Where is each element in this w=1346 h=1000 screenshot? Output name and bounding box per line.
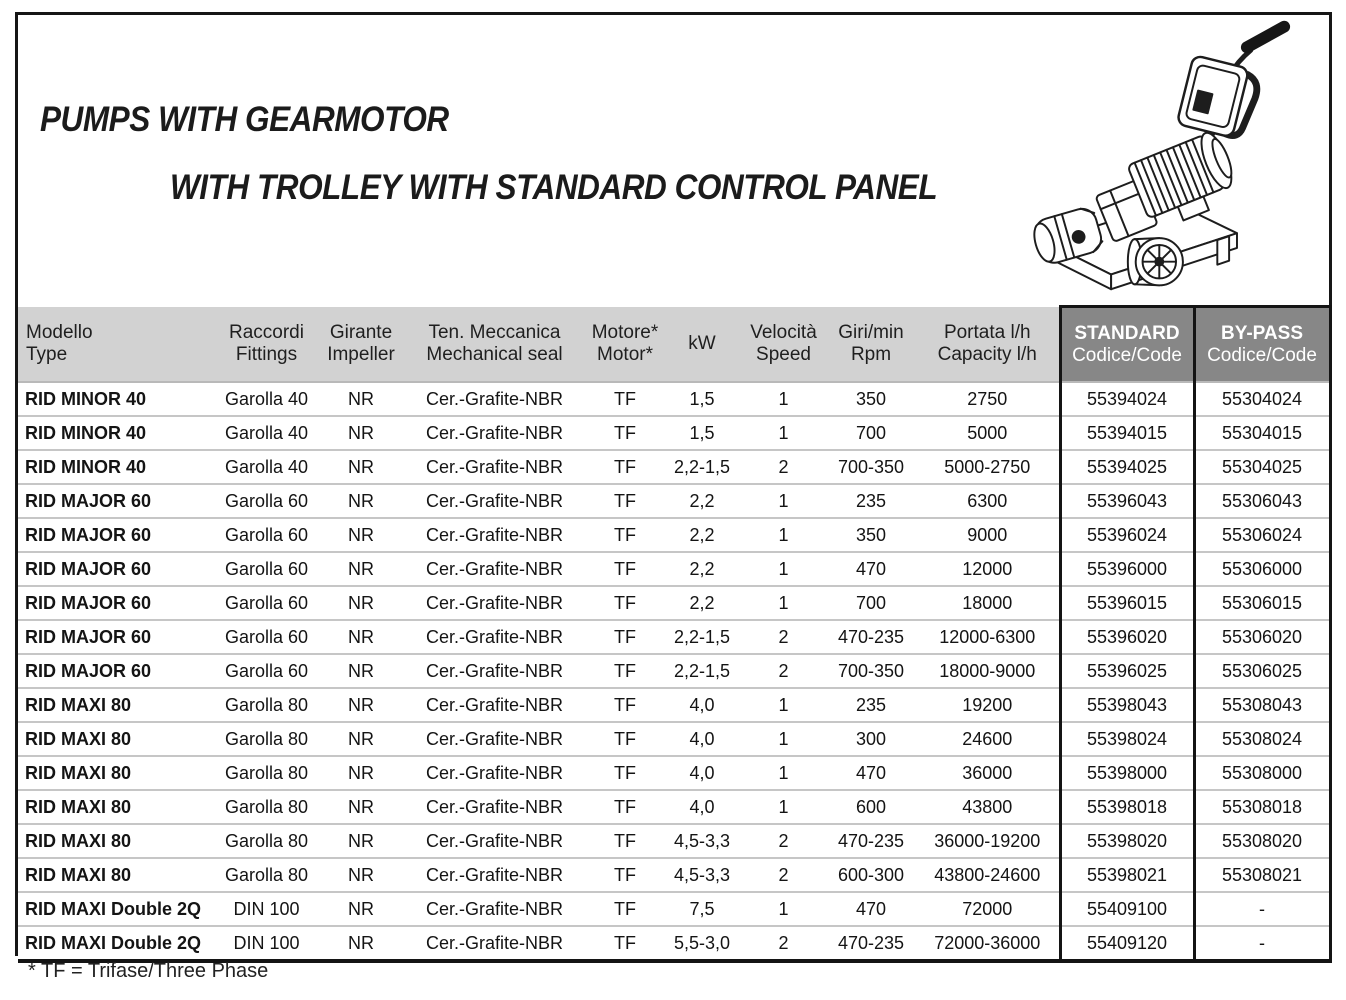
fittings-cell: Garolla 60 [224, 490, 309, 511]
standard-cell: 55396024 [1060, 518, 1194, 552]
kw-cell: 4,0 [689, 796, 715, 817]
motor-cell: TF [614, 490, 636, 511]
model-cell: RID MAXI Double 2Q [25, 932, 202, 953]
standard-cell: 55394025 [1060, 450, 1194, 484]
bypass-cell: 55306020 [1194, 620, 1330, 654]
fittings-cell: Garolla 80 [224, 830, 309, 851]
kw-cell: 2,2 [689, 558, 715, 579]
control-panel [1177, 55, 1262, 141]
kw-cell: 5,5-3,0 [673, 932, 731, 953]
capacity-cell: 2750 [967, 388, 1008, 409]
standard-cell: 55396043 [1060, 484, 1194, 518]
column-header-fittings: Raccordi Fittings [213, 307, 320, 383]
fittings-cell: DIN 100 [233, 898, 300, 919]
capacity-cell: 19200 [962, 694, 1013, 715]
column-header-impeller: Girante Impeller [320, 307, 402, 383]
standard-cell: 55394015 [1060, 416, 1194, 450]
speed-cell: 1 [778, 524, 789, 545]
impeller-cell: NR [348, 422, 374, 443]
speed-cell: 2 [778, 456, 789, 477]
impeller-cell: NR [348, 728, 374, 749]
seal-cell: Cer.-Grafite-NBR [425, 660, 564, 681]
table-row [18, 926, 1330, 961]
kw-cell: 2,2 [689, 490, 715, 511]
standard-cell: 55409100 [1060, 892, 1194, 926]
fittings-cell: Garolla 80 [224, 864, 309, 885]
speed-cell: 1 [778, 762, 789, 783]
fittings-cell: Garolla 60 [224, 592, 309, 613]
speed-cell: 2 [778, 626, 789, 647]
table-row [18, 518, 1330, 552]
seal-cell: Cer.-Grafite-NBR [425, 456, 564, 477]
motor-cell: TF [614, 694, 636, 715]
fittings-cell: Garolla 80 [224, 728, 309, 749]
fittings-cell: Garolla 60 [224, 660, 309, 681]
standard-cell: 55396015 [1060, 586, 1194, 620]
seal-cell: Cer.-Grafite-NBR [425, 490, 564, 511]
table-row [18, 790, 1330, 824]
rpm-cell: 700-350 [837, 660, 905, 681]
speed-cell: 1 [778, 694, 789, 715]
rpm-cell: 470-235 [837, 626, 905, 647]
bypass-cell: 55308021 [1194, 858, 1330, 892]
motor-cell: TF [614, 796, 636, 817]
capacity-cell: 43800 [962, 796, 1013, 817]
rpm-cell: 350 [855, 524, 887, 545]
bypass-cell: 55306015 [1194, 586, 1330, 620]
table-row [18, 722, 1330, 756]
kw-cell: 4,5-3,3 [673, 830, 731, 851]
speed-cell: 1 [778, 728, 789, 749]
bypass-cell: 55306024 [1194, 518, 1330, 552]
impeller-cell: NR [348, 864, 374, 885]
rpm-cell: 470-235 [837, 932, 905, 953]
impeller-cell: NR [348, 830, 374, 851]
speed-cell: 1 [778, 388, 789, 409]
kw-cell: 4,0 [689, 694, 715, 715]
seal-cell: Cer.-Grafite-NBR [425, 388, 564, 409]
speed-cell: 2 [778, 830, 789, 851]
table-row [18, 484, 1330, 518]
motor-cell: TF [614, 762, 636, 783]
capacity-cell: 24600 [962, 728, 1013, 749]
kw-cell: 4,5-3,3 [673, 864, 731, 885]
column-header-bypass: BY-PASS Codice/Code [1194, 307, 1330, 383]
column-header-rpm: Giri/min Rpm [826, 307, 916, 383]
impeller-cell: NR [348, 660, 374, 681]
seal-cell: Cer.-Grafite-NBR [425, 796, 564, 817]
standard-cell: 55398018 [1060, 790, 1194, 824]
capacity-cell: 9000 [967, 524, 1008, 545]
kw-cell: 2,2 [689, 524, 715, 545]
table-row [18, 620, 1330, 654]
kw-cell: 4,0 [689, 762, 715, 783]
bypass-cell: - [1194, 892, 1330, 926]
standard-cell: 55398021 [1060, 858, 1194, 892]
bypass-cell: 55308018 [1194, 790, 1330, 824]
rpm-cell: 600-300 [837, 864, 905, 885]
standard-cell: 55396020 [1060, 620, 1194, 654]
fittings-cell: Garolla 60 [224, 524, 309, 545]
bypass-cell: - [1194, 926, 1330, 961]
impeller-cell: NR [348, 626, 374, 647]
capacity-cell: 12000-6300 [939, 626, 1036, 647]
impeller-cell: NR [348, 592, 374, 613]
motor-cell: TF [614, 864, 636, 885]
standard-cell: 55409120 [1060, 926, 1194, 961]
standard-cell: 55398024 [1060, 722, 1194, 756]
rpm-cell: 600 [855, 796, 887, 817]
rpm-cell: 350 [855, 388, 887, 409]
speed-cell: 2 [778, 660, 789, 681]
model-cell: RID MINOR 40 [25, 456, 147, 477]
model-cell: RID MAXI 80 [25, 864, 132, 885]
standard-cell: 55398020 [1060, 824, 1194, 858]
impeller-cell: NR [348, 796, 374, 817]
table-header [18, 307, 1330, 383]
column-header-standard: STANDARD Codice/Code [1060, 307, 1194, 383]
motor-cell: TF [614, 456, 636, 477]
bypass-cell: 55306043 [1194, 484, 1330, 518]
fittings-cell: Garolla 60 [224, 626, 309, 647]
speed-cell: 1 [778, 796, 789, 817]
fittings-cell: Garolla 60 [224, 558, 309, 579]
table-row [18, 450, 1330, 484]
standard-cell: 55398043 [1060, 688, 1194, 722]
impeller-cell: NR [348, 524, 374, 545]
kw-cell: 2,2-1,5 [673, 456, 731, 477]
speed-cell: 1 [778, 898, 789, 919]
bypass-cell: 55308000 [1194, 756, 1330, 790]
motor-cell: TF [614, 422, 636, 443]
speed-cell: 1 [778, 592, 789, 613]
kw-cell: 2,2 [689, 592, 715, 613]
model-cell: RID MAJOR 60 [25, 558, 152, 579]
kw-cell: 7,5 [689, 898, 715, 919]
motor-cell: TF [614, 524, 636, 545]
seal-cell: Cer.-Grafite-NBR [425, 626, 564, 647]
table-row [18, 824, 1330, 858]
seal-cell: Cer.-Grafite-NBR [425, 728, 564, 749]
bypass-cell: 55308020 [1194, 824, 1330, 858]
rpm-cell: 700 [855, 422, 887, 443]
fittings-cell: Garolla 80 [224, 762, 309, 783]
standard-cell: 55398000 [1060, 756, 1194, 790]
standard-cell: 55396000 [1060, 552, 1194, 586]
impeller-cell: NR [348, 558, 374, 579]
rpm-cell: 700-350 [837, 456, 905, 477]
seal-cell: Cer.-Grafite-NBR [425, 422, 564, 443]
seal-cell: Cer.-Grafite-NBR [425, 524, 564, 545]
model-cell: RID MAXI 80 [25, 796, 132, 817]
rpm-cell: 235 [855, 490, 887, 511]
kw-cell: 1,5 [689, 422, 715, 443]
fittings-cell: Garolla 40 [224, 456, 309, 477]
seal-cell: Cer.-Grafite-NBR [425, 592, 564, 613]
model-cell: RID MAXI 80 [25, 728, 132, 749]
table-row [18, 688, 1330, 722]
capacity-cell: 36000-19200 [934, 830, 1041, 851]
wheel [1128, 238, 1183, 285]
table-row [18, 382, 1330, 416]
motor-cell: TF [614, 830, 636, 851]
model-cell: RID MAJOR 60 [25, 660, 152, 681]
table-row [18, 858, 1330, 892]
model-cell: RID MAXI 80 [25, 830, 132, 851]
bypass-cell: 55304024 [1194, 382, 1330, 416]
seal-cell: Cer.-Grafite-NBR [425, 898, 564, 919]
bypass-cell: 55308024 [1194, 722, 1330, 756]
column-header-speed: Velocità Speed [741, 307, 826, 383]
seal-cell: Cer.-Grafite-NBR [425, 762, 564, 783]
kw-cell: 4,0 [689, 728, 715, 749]
speed-cell: 1 [778, 490, 789, 511]
capacity-cell: 12000 [962, 558, 1013, 579]
seal-cell: Cer.-Grafite-NBR [425, 864, 564, 885]
motor-cell: TF [614, 558, 636, 579]
footnote: * TF = Trifase/Three Phase [28, 960, 269, 982]
capacity-cell: 43800-24600 [934, 864, 1041, 885]
rpm-cell: 470 [855, 558, 887, 579]
capacity-cell: 72000 [962, 898, 1013, 919]
speed-cell: 2 [778, 932, 789, 953]
motor-cell: TF [614, 626, 636, 647]
motor-cell: TF [614, 932, 636, 953]
column-header-model: Modello Type [18, 307, 213, 383]
speed-cell: 2 [778, 864, 789, 885]
table-row [18, 552, 1330, 586]
standard-cell: 55394024 [1060, 382, 1194, 416]
speed-cell: 1 [778, 558, 789, 579]
rpm-cell: 235 [855, 694, 887, 715]
table-row [18, 416, 1330, 450]
bypass-cell: 55306000 [1194, 552, 1330, 586]
capacity-cell: 6300 [967, 490, 1008, 511]
table-body [18, 382, 1330, 961]
bypass-cell: 55304025 [1194, 450, 1330, 484]
motor-cell: TF [614, 592, 636, 613]
kw-cell: 2,2-1,5 [673, 660, 731, 681]
capacity-cell: 5000-2750 [944, 456, 1031, 477]
table-row [18, 892, 1330, 926]
rpm-cell: 470 [855, 898, 887, 919]
motor-cell: TF [614, 388, 636, 409]
seal-cell: Cer.-Grafite-NBR [425, 694, 564, 715]
table-row [18, 756, 1330, 790]
fittings-cell: Garolla 80 [224, 796, 309, 817]
model-cell: RID MAJOR 60 [25, 626, 152, 647]
model-cell: RID MAXI Double 2Q [25, 898, 202, 919]
impeller-cell: NR [348, 490, 374, 511]
model-cell: RID MAJOR 60 [25, 490, 152, 511]
kw-cell: 1,5 [689, 388, 715, 409]
model-cell: RID MAJOR 60 [25, 592, 152, 613]
table-row [18, 586, 1330, 620]
kw-cell: 2,2-1,5 [673, 626, 731, 647]
rpm-cell: 300 [855, 728, 887, 749]
model-cell: RID MAXI 80 [25, 762, 132, 783]
motor-cell: TF [614, 728, 636, 749]
capacity-cell: 5000 [967, 422, 1008, 443]
pump-trolley-illustration [1022, 8, 1332, 303]
model-cell: RID MAJOR 60 [25, 524, 152, 545]
impeller-cell: NR [348, 932, 374, 953]
page-title: PUMPS WITH GEARMOTOR [40, 100, 449, 139]
speed-cell: 1 [778, 422, 789, 443]
impeller-cell: NR [348, 898, 374, 919]
capacity-cell: 72000-36000 [934, 932, 1041, 953]
seal-cell: Cer.-Grafite-NBR [425, 558, 564, 579]
bypass-cell: 55308043 [1194, 688, 1330, 722]
impeller-cell: NR [348, 388, 374, 409]
column-header-capacity: Portata l/h Capacity l/h [916, 307, 1060, 383]
impeller-cell: NR [348, 762, 374, 783]
fittings-cell: Garolla 40 [224, 422, 309, 443]
column-header-kw: kW [663, 307, 741, 383]
seal-cell: Cer.-Grafite-NBR [425, 830, 564, 851]
pump-spec-table [18, 305, 1332, 963]
fittings-cell: Garolla 40 [224, 388, 309, 409]
page-subtitle: WITH TROLLEY WITH STANDARD CONTROL PANEL [170, 168, 938, 207]
capacity-cell: 18000 [962, 592, 1013, 613]
model-cell: RID MINOR 40 [25, 388, 147, 409]
bypass-cell: 55304015 [1194, 416, 1330, 450]
rpm-cell: 470-235 [837, 830, 905, 851]
motor-cell: TF [614, 660, 636, 681]
bypass-cell: 55306025 [1194, 654, 1330, 688]
table-row [18, 654, 1330, 688]
table-header-row [18, 307, 1330, 383]
model-cell: RID MAXI 80 [25, 694, 132, 715]
standard-cell: 55396025 [1060, 654, 1194, 688]
fittings-cell: Garolla 80 [224, 694, 309, 715]
model-cell: RID MINOR 40 [25, 422, 147, 443]
motor-cell: TF [614, 898, 636, 919]
impeller-cell: NR [348, 694, 374, 715]
rpm-cell: 700 [855, 592, 887, 613]
capacity-cell: 36000 [962, 762, 1013, 783]
impeller-cell: NR [348, 456, 374, 477]
seal-cell: Cer.-Grafite-NBR [425, 932, 564, 953]
capacity-cell: 18000-9000 [939, 660, 1036, 681]
column-header-motor: Motore* Motor* [587, 307, 663, 383]
fittings-cell: DIN 100 [233, 932, 300, 953]
rpm-cell: 470 [855, 762, 887, 783]
handle-grip [1247, 27, 1284, 48]
column-header-seal: Ten. Meccanica Mechanical seal [402, 307, 587, 383]
